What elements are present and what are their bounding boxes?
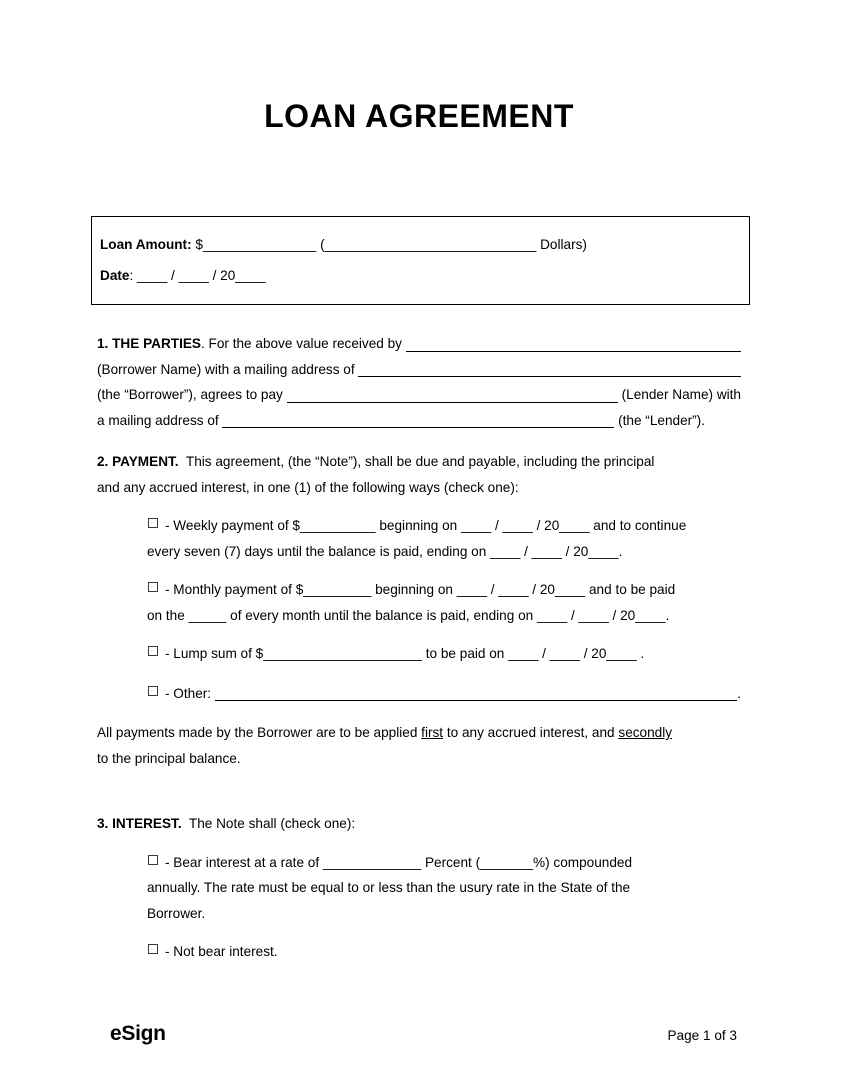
checkbox-other[interactable] (148, 686, 158, 696)
not-bear-interest-line (147, 939, 741, 965)
parties-text-1: . For the above value received by (200, 336, 406, 351)
loan-amount-line (100, 229, 741, 260)
date-label: Date (100, 268, 130, 283)
checkbox-monthly[interactable] (148, 582, 158, 592)
option-weekly-payment (97, 513, 741, 564)
lump-sum-line (147, 641, 741, 667)
applied-secondly-word: secondly (618, 725, 673, 740)
interest-heading: 3. INTEREST. (97, 816, 182, 831)
other-text: - Other: (165, 685, 215, 701)
parties-text-4: a mailing address of (97, 412, 223, 428)
parties-line-2 (97, 357, 741, 383)
not-bear-interest-text: - Not bear interest. (165, 944, 278, 959)
applied-line-2 (97, 746, 741, 772)
payment-heading: 2. PAYMENT. (97, 454, 179, 469)
option-not-bear-interest (97, 939, 741, 965)
section-interest (97, 811, 741, 965)
date-line (100, 260, 741, 291)
esign-logo: eSign (110, 1021, 166, 1045)
other-blank[interactable] (215, 681, 737, 702)
parties-heading: 1. THE PARTIES (97, 336, 201, 351)
date-blank[interactable]: : ____ / ____ / 20____ (129, 268, 266, 283)
option-lump-sum (97, 641, 741, 667)
option-bear-interest (97, 850, 741, 927)
bear-interest-text-3: Borrower. (147, 905, 206, 921)
loan-amount-label: Loan Amount: (100, 237, 196, 252)
borrower-name-blank[interactable] (406, 331, 741, 352)
payment-text-2: and any accrued interest, in one (1) of the following ways (check one): (97, 479, 519, 495)
applied-text-2: to any accrued interest, and (443, 725, 619, 740)
monthly-text-1: - Monthly payment of $_________ beginning on ____ / ____ / 20____ and to be paid (165, 582, 676, 597)
page-footer (110, 1021, 737, 1049)
lender-name-blank[interactable] (287, 382, 618, 403)
monthly-line-2 (147, 603, 741, 629)
interest-text-1: The Note shall (check one): (181, 816, 356, 831)
section-payment (97, 449, 741, 771)
option-other (97, 681, 741, 707)
weekly-line-2 (147, 539, 741, 565)
applied-text-1: All payments made by the Borrower are to be applied (97, 725, 422, 740)
other-period: . (737, 685, 741, 701)
parties-text-4b: (the “Lender”). (614, 412, 705, 428)
document-title: LOAN AGREEMENT (264, 98, 574, 134)
payment-text-1: This agreement, (the “Note”), shall be due and payable, including the principal (178, 454, 655, 469)
lump-sum-text: - Lump sum of $_____________________ to be paid on ____ / ____ / 20____ . (165, 646, 645, 661)
monthly-text-2: on the _____ of every month until the balance is paid, ending on ____ / ____ / 20____. (147, 607, 670, 623)
payment-line-2 (97, 475, 741, 501)
parties-text-3b: (Lender Name) with (617, 387, 741, 402)
payments-applied-paragraph (97, 720, 741, 771)
borrower-address-blank[interactable] (358, 357, 741, 378)
bear-interest-line-3 (147, 901, 741, 927)
parties-text-2: (Borrower Name) with a mailing address of (97, 361, 359, 377)
applied-line-1 (97, 720, 741, 746)
option-monthly-payment (97, 577, 741, 628)
weekly-line-1 (147, 513, 741, 539)
bear-interest-line-2 (147, 875, 741, 901)
parties-line-1 (97, 331, 741, 357)
checkbox-bear-interest[interactable] (148, 855, 158, 865)
bear-interest-text-2: annually. The rate must be equal to or less than the usury rate in the State of the (147, 880, 631, 895)
parties-line-4 (97, 408, 741, 434)
bear-interest-text-1: - Bear interest at a rate of _____________ Percent (_______%) compounded (165, 854, 633, 870)
interest-line-1 (97, 811, 741, 837)
checkbox-lump-sum[interactable] (148, 646, 158, 656)
weekly-text-2: every seven (7) days until the balance is paid, ending on ____ / ____ / 20____. (147, 543, 623, 559)
lender-address-blank[interactable] (222, 408, 614, 429)
applied-first-word: first (421, 725, 444, 740)
applied-text-3: to the principal balance. (97, 750, 241, 766)
loan-info-box (91, 216, 750, 305)
page-number: Page 1 of 3 (667, 1027, 737, 1043)
other-line (147, 681, 741, 707)
parties-text-3: (the “Borrower”), agrees to pay (97, 387, 287, 402)
checkbox-weekly[interactable] (148, 518, 158, 528)
weekly-text-1: - Weekly payment of $__________ beginning on ____ / ____ / 20____ and to continue (165, 518, 687, 533)
parties-line-3 (97, 382, 741, 408)
bear-interest-line-1 (147, 850, 741, 876)
loan-amount-blank[interactable]: $_______________ (____________________________ Dollars) (195, 237, 587, 252)
checkbox-no-interest[interactable] (148, 944, 158, 954)
payment-line-1 (97, 449, 741, 475)
monthly-line-1 (147, 577, 741, 603)
section-the-parties (97, 331, 741, 433)
